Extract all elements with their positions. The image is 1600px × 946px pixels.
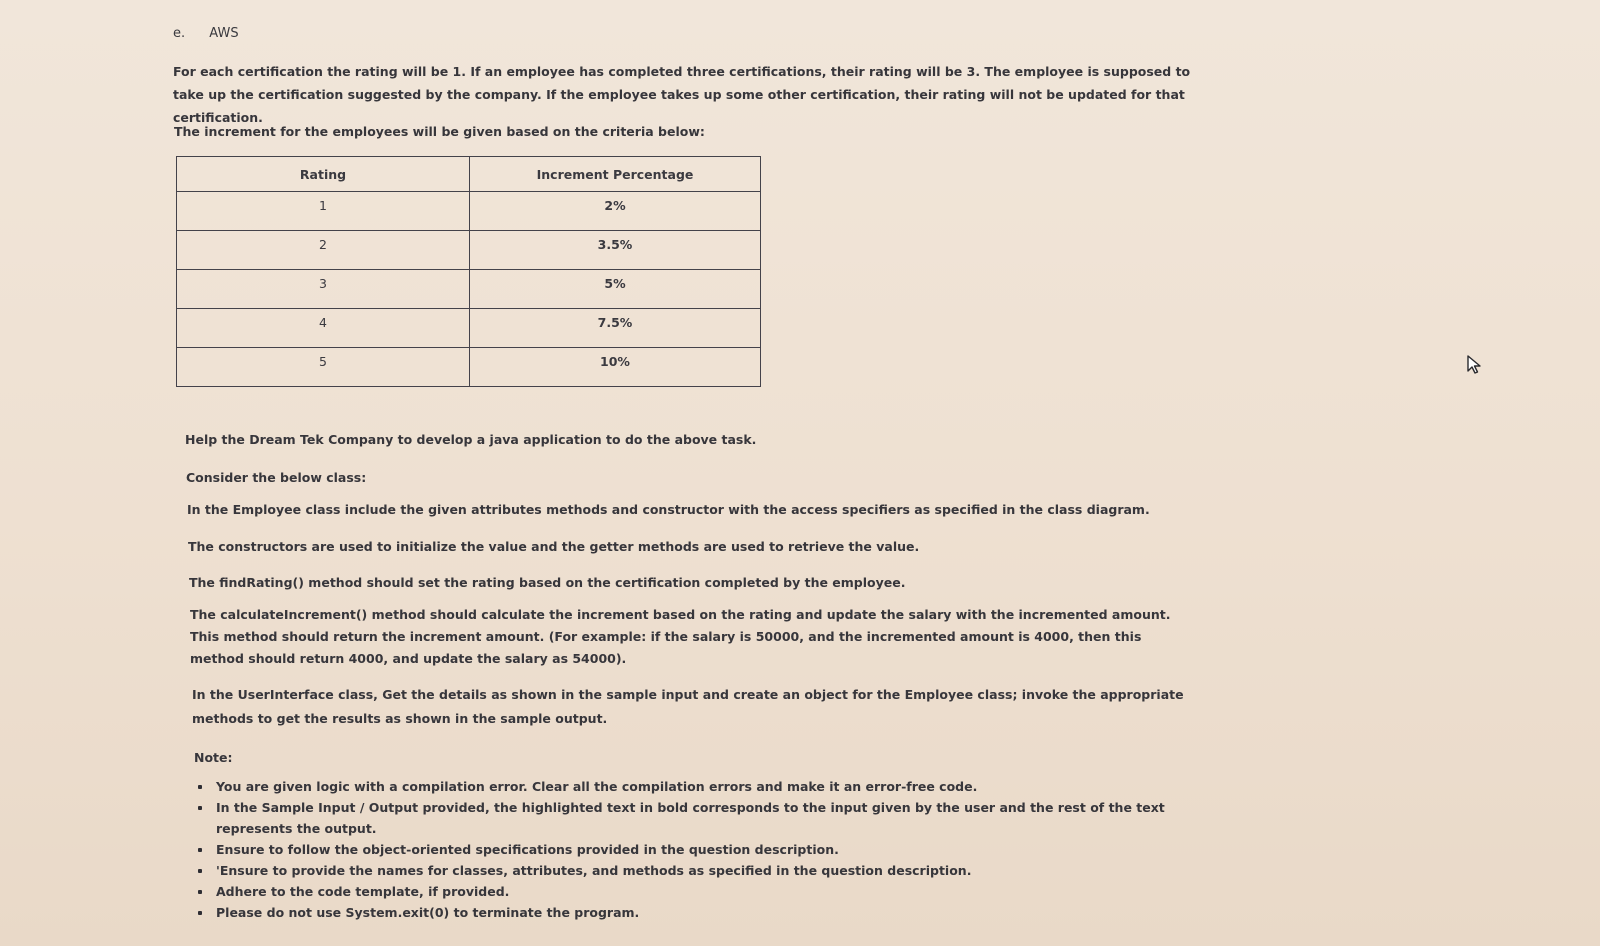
rating-cell: 4: [177, 309, 470, 348]
calculate-increment-paragraph: The calculateIncrement() method should calculate the increment based on the rating and update the salary with the incremented amount. This method should return the increment amount. (For example: if the salary is 50000, and the incremented amount is 4000, then this method should return 4000, and update the salary as 54000).: [190, 607, 1171, 666]
table-row: [177, 270, 761, 309]
list-item: [196, 881, 1176, 902]
list-item: [196, 776, 1176, 797]
intro-paragraph: For each certification the rating will be 1. If an employee has completed three certifications, their rating will be 3. The employee is supposed to take up the certification suggested by the company. If the employee takes up some other certification, their rating will not be updated for that certification.: [173, 64, 1191, 125]
note-text: Please do not use System.exit(0) to terminate the program.: [216, 905, 640, 920]
increment-cell: 7.5%: [470, 309, 761, 348]
bullet-icon: [198, 890, 202, 894]
note-text: 'Ensure to provide the names for classes, attributes, and methods as specified in the question description.: [216, 863, 972, 878]
employee-class-paragraph: In the Employee class include the given attributes methods and constructor with the access specifiers as specified in the class diagram.: [187, 502, 1150, 517]
bullet-icon: [198, 785, 202, 789]
task-paragraph: Help the Dream Tek Company to develop a java application to do the above task.: [185, 432, 757, 447]
increment-cell: 10%: [470, 348, 761, 387]
criteria-intro: The increment for the employees will be given based on the criteria below:: [174, 124, 705, 139]
note-text: You are given logic with a compilation error. Clear all the compilation errors and make it an error-free code.: [216, 779, 978, 794]
rating-cell: 2: [177, 231, 470, 270]
list-item: [196, 860, 1176, 881]
rating-cell: 1: [177, 192, 470, 231]
list-item: [196, 902, 1176, 923]
increment-header: Increment Percentage: [470, 157, 761, 192]
bullet-icon: [198, 848, 202, 852]
table-row: [177, 309, 761, 348]
note-text: In the Sample Input / Output provided, the highlighted text in bold corresponds to the input given by the user and the rest of the text represents the output.: [216, 800, 1165, 836]
section-marker: e.: [173, 26, 186, 41]
list-item: [196, 839, 1176, 860]
table-row: [177, 231, 761, 270]
constructors-paragraph: The constructors are used to initialize the value and the getter methods are used to retrieve the value.: [188, 539, 920, 554]
notes-list: [196, 776, 1176, 923]
rating-cell: 5: [177, 348, 470, 387]
section-title: AWS: [209, 26, 239, 41]
note-text: Adhere to the code template, if provided.: [216, 884, 510, 899]
increment-cell: 2%: [470, 192, 761, 231]
class-paragraph: Consider the below class:: [186, 470, 367, 485]
increment-table: [176, 156, 761, 387]
user-interface-paragraph: In the UserInterface class, Get the details as shown in the sample input and create an object for the Employee class; invoke the appropriate methods to get the results as shown in the sample output.: [192, 687, 1184, 726]
note-label: Note:: [194, 750, 233, 765]
bullet-icon: [198, 806, 202, 810]
bullet-icon: [198, 911, 202, 915]
mouse-pointer-icon: [1466, 355, 1484, 375]
list-item: [196, 797, 1176, 839]
table-row: [177, 192, 761, 231]
rating-header: Rating: [177, 157, 470, 192]
bullet-icon: [198, 869, 202, 873]
find-rating-paragraph: The findRating() method should set the rating based on the certification completed by the employee.: [189, 575, 906, 590]
note-text: Ensure to follow the object-oriented specifications provided in the question description.: [216, 842, 839, 857]
increment-cell: 3.5%: [470, 231, 761, 270]
section-heading: [173, 26, 239, 41]
table-header-row: [177, 157, 761, 192]
increment-cell: 5%: [470, 270, 761, 309]
table-row: [177, 348, 761, 387]
rating-cell: 3: [177, 270, 470, 309]
